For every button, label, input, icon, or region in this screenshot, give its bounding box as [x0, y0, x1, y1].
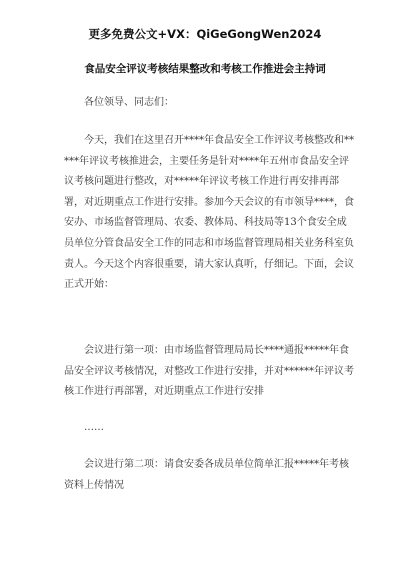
paragraph-agenda-item-2: 会议进行第二项：请食安委各成员单位简单汇报*****年考核资料上传情况: [64, 459, 349, 491]
paragraph-agenda-item-1: 会议进行第一项：由市场监督管理局局长****通报*****年食品安全评议考核情况，对整改工作进行安排，并对******年评议考核工作进行再部署，对近期重点工作进行安排: [64, 345, 354, 398]
promo-header: 更多免费公文+VX：QiGeGongWen2024: [88, 27, 322, 41]
paragraph-opening: 今天，我们在这里召开****年食品安全工作评议考核整改和*****年评议考核推进会，主要任务是针对****年五州市食品安全评议考核问题进行整改，对*****年评议考核工作进行再安排再部署，对近期重点工作进行安排。参加今天会议的有市领导****，食安办、市场监督管理局、农委、教体局、科技局等13个食安全成员单位分管食品安全工作的同志和市场监督管理局相关业务科室负责人。今天这个内容很重要，请大家认真听，仔细记。下面，会议正式开始：: [64, 135, 354, 291]
ellipsis: ……: [84, 422, 104, 433]
document-title: 食品安全评议考核结果整改和考核工作推进会主持词: [84, 63, 326, 75]
salutation: 各位领导、同志们：: [84, 97, 174, 108]
